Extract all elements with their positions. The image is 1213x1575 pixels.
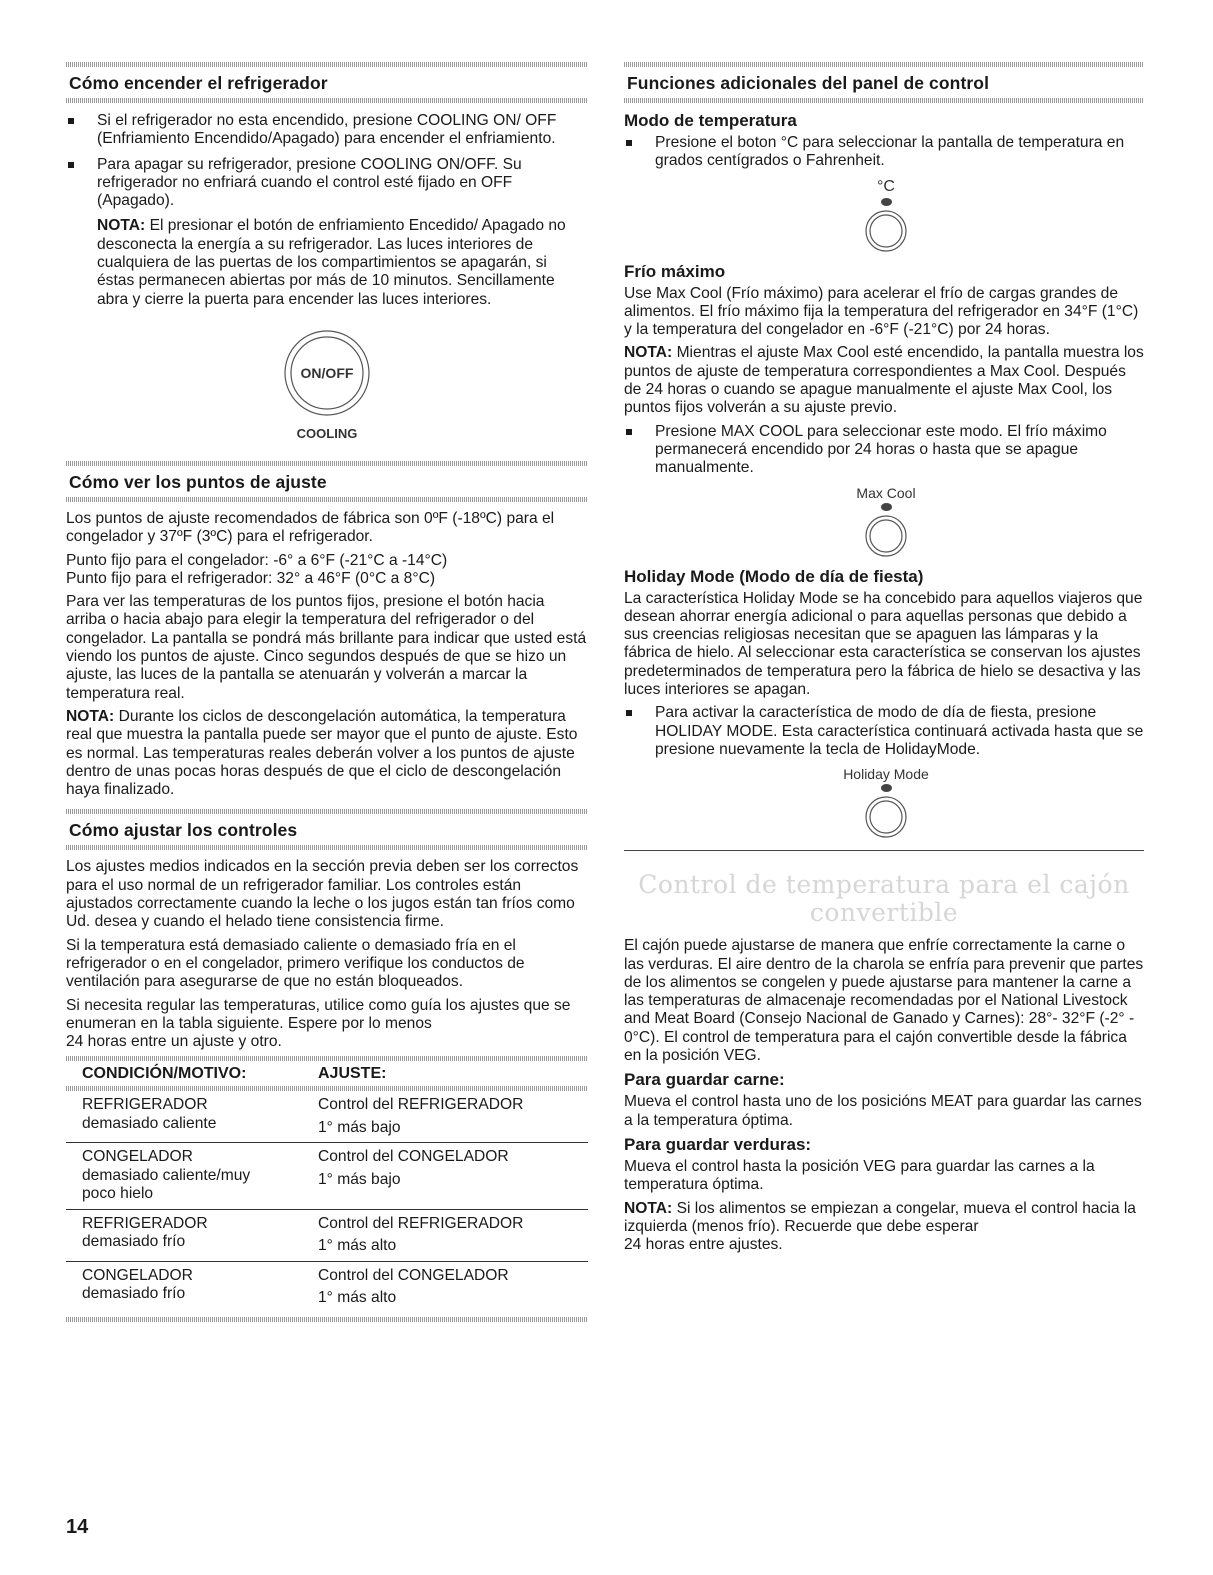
paragraph: La característica Holiday Mode se ha concebido para aquellos viajeros que desean ahorrar energía adicional o para aquellas personas que debido a sus creencias religiosas necesitan que se apaguen las lámparas y la fábrica de hielo. Al seleccionar esta característica se conservan los ajustes predeterminados de temperatura pero la fábrica de hielo se desactiva y las luces interiores se apagan.	[624, 589, 1143, 699]
onoff-button-icon	[282, 327, 372, 419]
paragraph: Los ajustes medios indicados en la sección previa deben ser los correctos para el uso normal de un refrigerador familiar. Los controles están ajustados correctamente cuando la leche o los jugos están tan fríos como Ud. desea y cuando el helado tiene consistencia firme.	[66, 858, 579, 931]
holiday-button-figure	[829, 766, 943, 844]
divider	[66, 1056, 588, 1061]
divider	[66, 1317, 588, 1322]
section-title: Cómo encender el refrigerador	[69, 73, 328, 93]
table-row: CONGELADOR demasiado frío Control del CONGELADOR 1° más alto	[66, 1261, 588, 1313]
divider	[66, 461, 588, 466]
bullet-item: Presione el boton °C para seleccionar la pantalla de temperatura en grados centígrados o Fahrenheit.	[624, 134, 1144, 171]
section-title: Funciones adicionales del panel de control	[627, 73, 990, 93]
note-paragraph: NOTA: Durante los ciclos de descongelación automática, la temperatura real que muestra la pantalla puede ser mayor que el punto de ajuste. Esto es normal. Las temperaturas reales deberán volver a los puntos de ajuste dentro de unas pocas horas después de que el ciclo de descongelación haya finalizado.	[66, 707, 578, 799]
bullet-item: Para apagar su refrigerador, presione COOLING ON/OFF. Su refrigerador no enfriará cuando el control esté fijado en OFF (Apagado).	[66, 156, 588, 211]
note-paragraph: NOTA: Mientras el ajuste Max Cool esté encendido, la pantalla muestra los puntos de ajuste de temperatura correspondientes a Max Cool. Después de 24 horas o cuando se apague manualmente el ajuste Max Cool, los puntos fijos volverán a su ajuste previo.	[624, 344, 1144, 417]
divider	[624, 98, 1144, 103]
subsection-title: Frío máximo	[624, 261, 726, 281]
divider	[66, 62, 588, 67]
indicator-dot-icon	[881, 784, 892, 792]
table-row: REFRIGERADOR demasiado frío Control del REFRIGERADOR 1° más alto	[66, 1209, 588, 1261]
divider	[66, 98, 588, 103]
subsection-title: Para guardar verduras:	[624, 1134, 812, 1154]
paragraph: Si necesita regular las temperaturas, utilice como guía los ajustes que se enumeran en la tabla siguiente. Espere por lo menos 24 horas entre un ajuste y otro.	[66, 996, 571, 1051]
celsius-button-figure	[864, 178, 908, 258]
holiday-button-icon	[864, 795, 908, 839]
maxcool-button-figure	[849, 485, 923, 563]
paragraph: El cajón puede ajustarse de manera que enfríe correctamente la carne o las verduras. El aire dentro de la charola se enfría para prevenir que partes de los alimentos se congelen y puede ajustarse para mantener la carne a las temperaturas de almacenaje recomendadas por el National Livestock and Meat Board (Consejo Nacional de Ganado y Carnes): 28°- 32°F (-2° - 0°C). El control de temperatura para el cajón convertible desde la fábrica en la posición VEG.	[624, 937, 1144, 1065]
page-number: 14	[66, 1516, 89, 1538]
bullet-item: Presione MAX COOL para seleccionar este modo. El frío máximo permanecerá encendido por 24 horas o hasta que se apague manualmente.	[624, 423, 1144, 478]
divider	[624, 62, 1144, 67]
divider	[624, 850, 1144, 851]
bullet-item: Para activar la característica de modo de día de fiesta, presione HOLIDAY MODE. Esta característica continuará activada hasta que se presione nuevamente la tecla de HolidayMode.	[624, 704, 1144, 759]
divider	[66, 845, 588, 850]
column-header: CONDICIÓN/MOTIVO:	[82, 1065, 247, 1083]
section-title: Cómo ajustar los controles	[69, 820, 298, 841]
paragraph: Si la temperatura está demasiado caliente o demasiado fría en el refrigerador o en el congelador, primero verifique los conductos de ventilación para asegurarse de que no están bloqueados.	[66, 936, 525, 991]
note-paragraph: NOTA: Si los alimentos se empiezan a congelar, mueva el control hacia la izquierda (menos frío). Recuerde que debe esperar 24 horas entre ajustes.	[624, 1199, 1136, 1254]
section-title: Cómo ver los puntos de ajuste	[69, 471, 327, 492]
paragraph: Punto fijo para el congelador: -6° a 6°F (-21°C a -14°C) Punto fijo para el refrigerador: 32° a 46°F (0°C a 8°C)	[66, 551, 448, 587]
subsection-title: Holiday Mode (Modo de día de fiesta)	[624, 566, 924, 586]
subsection-title: Para guardar carne:	[624, 1070, 785, 1090]
indicator-dot-icon	[881, 503, 892, 511]
divider	[66, 809, 588, 814]
maxcool-button-icon	[864, 514, 908, 558]
divider	[66, 497, 588, 502]
cooling-button-figure	[66, 327, 588, 441]
paragraph: Los puntos de ajuste recomendados de fábrica son 0ºF (-18ºC) para el congelador y 37ºF (3ºC) para el refrigerador.	[66, 509, 555, 546]
settings-table	[66, 1091, 588, 1313]
left-column	[66, 62, 588, 1322]
paragraph: Mueva el control hasta uno de los posicións MEAT para guardar las carnes a la temperatura óptima.	[624, 1093, 1142, 1129]
table-header	[66, 1065, 588, 1083]
note-paragraph: NOTA: El presionar el botón de enfriamiento Encedido/ Apagado no desconecta la energía a su refrigerador. Las luces interiores de cualquiera de las puertas de los compartimientos se apagarán, si éstas permanecen abiertas por más de 10 minutos. Sencillamente abra y cierre la puerta para encender las luces interiores.	[97, 217, 566, 308]
maxcool-label: Max Cool	[856, 484, 916, 501]
paragraph: Mueva el control hasta la posición VEG para guardar las carnes a la temperatura óptima.	[624, 1157, 1095, 1194]
celsius-label: °C	[877, 177, 895, 195]
table-row: CONGELADOR demasiado caliente/muy poco hielo Control del CONGELADOR 1° más bajo	[66, 1142, 588, 1209]
bullet-item: Si el refrigerador no esta encendido, presione COOLING ON/ OFF (Enfriamiento Encendido/Apagado) para encender el enfriamiento.	[66, 112, 588, 149]
paragraph: Use Max Cool (Frío máximo) para acelerar el frío de cargas grandes de alimentos. El frío máximo fija la temperatura del refrigerador en 34°F (1°C) y la temperatura del congelador en -6°F (-21°C) por 24 horas.	[624, 284, 1139, 339]
holiday-label: Holiday Mode	[843, 766, 929, 783]
cooling-label: COOLING	[296, 425, 358, 441]
indicator-dot-icon	[881, 198, 892, 206]
right-column	[624, 62, 1144, 1259]
svg-text:ON/OFF: ON/OFF	[300, 364, 354, 381]
section-title: Control de temperatura para el cajón convertible	[638, 870, 1130, 928]
subsection-title: Modo de temperatura	[624, 111, 797, 130]
table-row: REFRIGERADOR demasiado caliente Control del REFRIGERADOR 1° más bajo	[82, 1096, 524, 1136]
column-header: AJUSTE:	[318, 1065, 387, 1083]
paragraph: Para ver las temperaturas de los puntos fijos, presione el botón hacia arriba o hacia abajo para elegir la temperatura del refrigerador o del congelador. La pantalla se pondrá más brillante para indicar que usted está viendo los puntos de ajuste. Cinco segundos después de que se hizo un ajuste, las luces de la pantalla se atenuarán y volverán a marcar la temperatura real.	[66, 593, 587, 702]
celsius-button-icon	[864, 209, 908, 253]
